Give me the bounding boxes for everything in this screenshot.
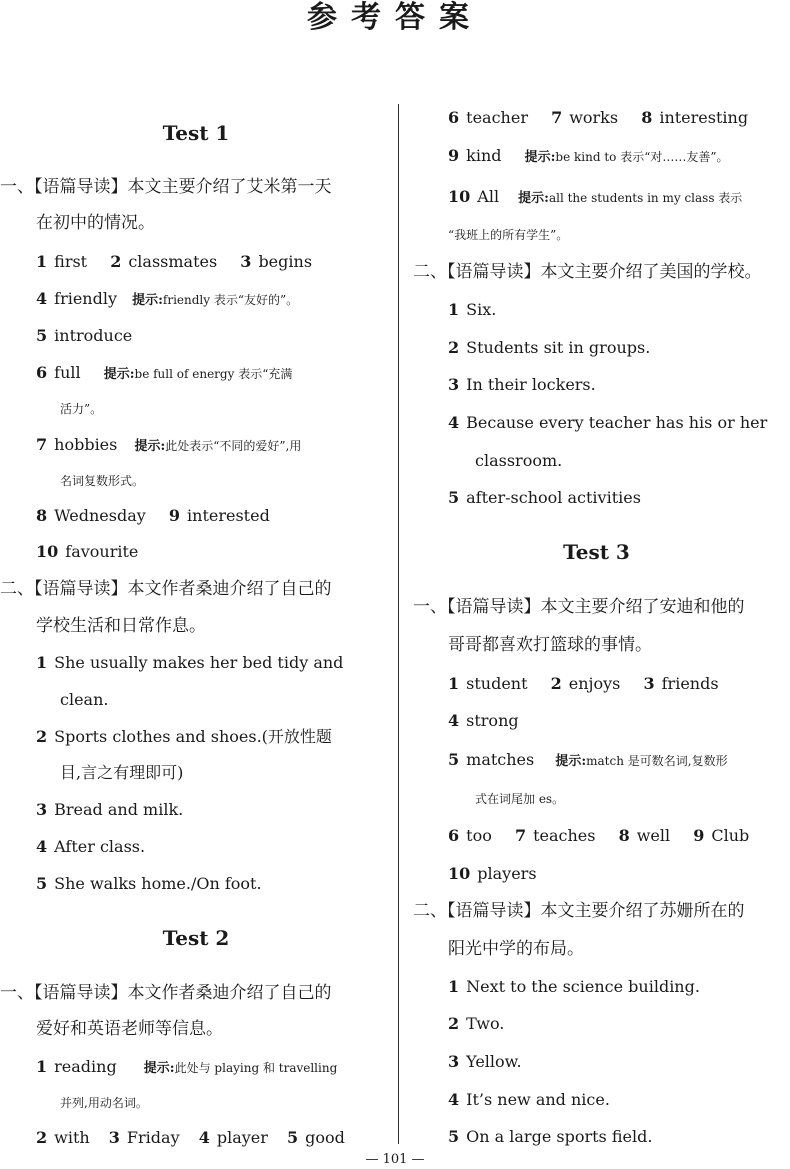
page-number: — 101 —	[365, 1152, 425, 1167]
test2-section1-heading-cont: 爱好和英语老师等信息。	[36, 1019, 223, 1039]
hint: 提示:match 是可数名词,复数形	[555, 754, 728, 769]
answer-row: 1 student 2 enjoys 3 friends	[448, 674, 719, 693]
answer-item: 1 Next to the science building.	[448, 977, 700, 996]
test1-section2-heading: 二、【语篇导读】本文作者桑迪介绍了自己的	[0, 579, 332, 599]
test3-section2-heading: 二、【语篇导读】本文主要介绍了苏姗所在的	[413, 901, 745, 921]
answer-item: 4 strong	[448, 711, 519, 730]
answer-item: 1 She usually makes her bed tidy and	[36, 653, 344, 672]
answer-item: 5 after-school activities	[448, 488, 641, 507]
answer-item: 9 kind 提示:be kind to 表示“对……友善”。	[448, 146, 729, 165]
answer-item: 10 players	[448, 864, 537, 883]
answer-cont: classroom.	[475, 451, 563, 470]
hint-cont: “我班上的所有学生”。	[448, 228, 569, 242]
hint: 提示:be full of energy 表示“充满	[103, 367, 293, 382]
answer-item: 2 Two.	[448, 1014, 505, 1033]
answer-item: 5 She walks home./On foot.	[36, 874, 262, 893]
answer-item: 1 Six.	[448, 300, 497, 319]
hint: 提示:be kind to 表示“对……友善”。	[524, 150, 729, 165]
test2-section2-heading: 二、【语篇导读】本文主要介绍了美国的学校。	[413, 262, 762, 282]
answer-item: 6 full 提示:be full of energy 表示“充满	[36, 363, 293, 382]
test3-section2-heading-cont: 阳光中学的布局。	[448, 939, 584, 959]
answer-item: 10 All 提示:all the students in my class 表示	[448, 187, 743, 206]
answer-item: 3 In their lockers.	[448, 375, 596, 394]
test1-section1-heading: 一、【语篇导读】本文主要介绍了艾米第一天	[0, 177, 332, 197]
test3-section1-heading: 一、【语篇导读】本文主要介绍了安迪和他的	[413, 597, 745, 617]
hint-cont: 名词复数形式。	[60, 474, 145, 488]
hint: 提示:此处与 playing 和 travelling	[143, 1061, 338, 1076]
test2-section1-heading: 一、【语篇导读】本文作者桑迪介绍了自己的	[0, 983, 332, 1003]
test2-title: Test 2	[162, 926, 230, 950]
test1-section1-heading-cont: 在初中的情况。	[36, 213, 155, 233]
answer-item: 4 Because every teacher has his or her	[448, 413, 768, 432]
hint-cont: 并列,用动名词。	[60, 1096, 148, 1110]
answer-row: 6 too 7 teaches 8 well 9 Club	[448, 826, 750, 845]
answer-item: 4 It’s new and nice.	[448, 1090, 610, 1109]
hint-cont: 式在词尾加 es。	[475, 792, 565, 806]
answer-item: 3 Bread and milk.	[36, 800, 184, 819]
test1-title: Test 1	[162, 121, 230, 145]
answer-item: 3 Yellow.	[448, 1052, 522, 1071]
test1-section2-heading-cont: 学校生活和日常作息。	[36, 616, 206, 636]
answer-item: 1 reading 提示:此处与 playing 和 travelling	[36, 1057, 338, 1076]
answer-row: 1 first 2 classmates 3 begins	[36, 252, 313, 271]
page-title: 参考答案	[307, 0, 483, 35]
answer-item: 2 Students sit in groups.	[448, 338, 651, 357]
answer-row: 8 Wednesday 9 interested	[36, 506, 270, 525]
test3-title: Test 3	[563, 540, 630, 564]
hint-cont: 活力”。	[60, 402, 103, 416]
answer-row: 2 with 3 Friday 4 player 5 good	[36, 1128, 345, 1147]
column-divider	[398, 104, 399, 1144]
hint: 提示:friendly 表示“友好的”。	[132, 293, 299, 308]
answer-cont: 目,言之有理即可)	[60, 763, 184, 782]
answer-row: 6 teacher 7 works 8 interesting	[448, 108, 749, 127]
answer-item: 5 matches 提示:match 是可数名词,复数形	[448, 750, 728, 769]
answer-item: 2 Sports clothes and shoes.(开放性题	[36, 727, 332, 746]
test3-section1-heading-cont: 哥哥都喜欢打篮球的事情。	[448, 635, 652, 655]
answer-cont: clean.	[60, 690, 109, 709]
answer-item: 5 introduce	[36, 326, 133, 345]
answer-item: 10 favourite	[36, 542, 139, 561]
answer-item: 4 After class.	[36, 837, 146, 856]
hint: 提示:此处表示“不同的爱好”,用	[134, 439, 302, 454]
answer-item: 4 friendly 提示:friendly 表示“友好的”。	[36, 289, 299, 308]
answer-item: 7 hobbies 提示:此处表示“不同的爱好”,用	[36, 435, 302, 454]
hint: 提示:all the students in my class 表示	[518, 191, 743, 206]
answer-item: 5 On a large sports field.	[448, 1127, 653, 1146]
